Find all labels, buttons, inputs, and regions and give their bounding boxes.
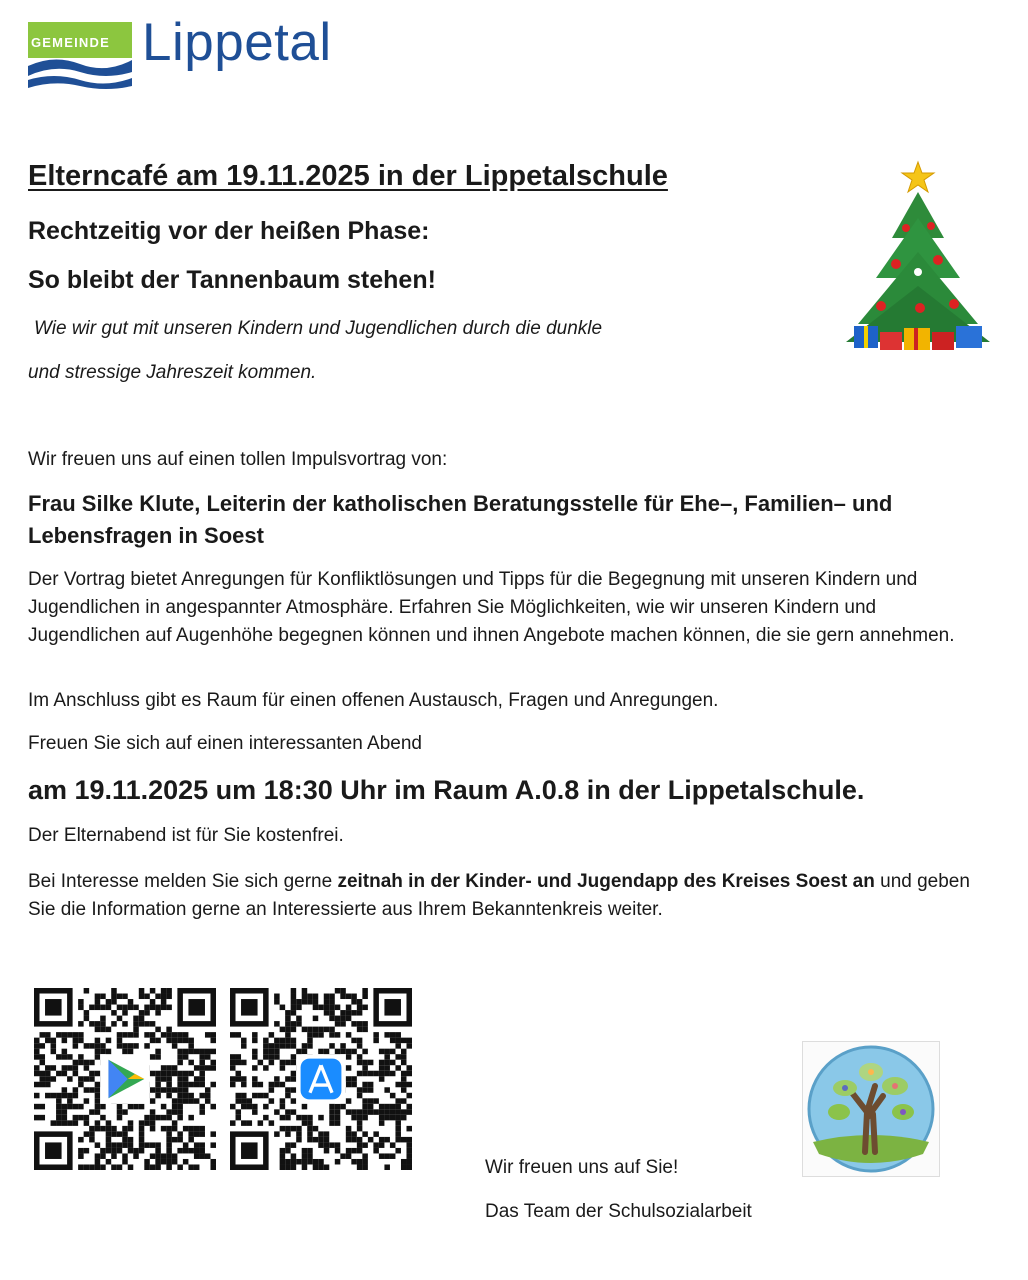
intro-line-1: Wie wir gut mit unseren Kindern und Jugendlichen durch die dunkle — [34, 318, 603, 339]
registration-paragraph — [28, 868, 998, 924]
logo-wave-icon — [28, 18, 132, 90]
evening-paragraph: Freuen Sie sich auf einen interessanten Abend — [28, 733, 422, 754]
logo-top-word: GEMEINDE — [31, 35, 110, 50]
intro-line-2: und stressige Jahreszeit kommen. — [28, 362, 317, 383]
gemeinde-lippetal-logo — [28, 14, 354, 94]
app-store-qr-code[interactable] — [230, 988, 412, 1170]
subtitle-2: So bleibt der Tannenbaum stehen! — [28, 266, 436, 294]
speaker-heading: Frau Silke Klute, Leiterin der katholischen Beratungsstelle für Ehe–, Familien– und Lebensfragen in Soest — [28, 491, 893, 548]
invite-text: Wir freuen uns auf einen tollen Impulsvortrag von: — [28, 449, 448, 470]
closing-greeting: Wir freuen uns auf Sie! — [485, 1157, 679, 1178]
app-store-icon — [301, 1059, 342, 1100]
registration-text-after: und geben Sie die Information gerne an Interessierte aus Ihrem Bekanntenkreis weiter. — [28, 871, 970, 920]
google-play-qr-code[interactable] — [34, 988, 216, 1170]
event-date-line: am 19.11.2025 um 18:30 Uhr im Raum A.0.8 in der Lippetalschule. — [28, 775, 865, 805]
logo-name: Lippetal — [142, 13, 332, 72]
registration-text-before: Bei Interesse melden Sie sich gerne — [28, 871, 338, 892]
page-title: Elterncafé am 19.11.2025 in der Lippetalschule — [28, 160, 668, 192]
exchange-paragraph: Im Anschluss gibt es Raum für einen offenen Austausch, Fragen und Anregungen. — [28, 690, 719, 711]
subtitle-1: Rechtzeitig vor der heißen Phase: — [28, 217, 430, 245]
registration-text-bold: zeitnah in der Kinder- und Jugendapp des Kreises Soest an — [337, 871, 875, 892]
free-of-charge-text: Der Elternabend ist für Sie kostenfrei. — [28, 825, 344, 846]
description-paragraph: Der Vortrag bietet Anregungen für Konfliktlösungen und Tipps für die Begegnung mit unseren Kindern und Jugendlichen in angespannter Atmosphäre. Erfahren Sie Möglichkeiten, wie wir unseren Kindern und Jugendlichen auf Augenhöhe begegnen können und ihnen Angebote machen können, die sie gern annehmen. — [28, 569, 955, 646]
closing-signature: Das Team der Schulsozialarbeit — [485, 1201, 752, 1222]
christmas-tree-icon — [836, 156, 1006, 356]
tree-of-life-badge-icon — [802, 1041, 940, 1177]
